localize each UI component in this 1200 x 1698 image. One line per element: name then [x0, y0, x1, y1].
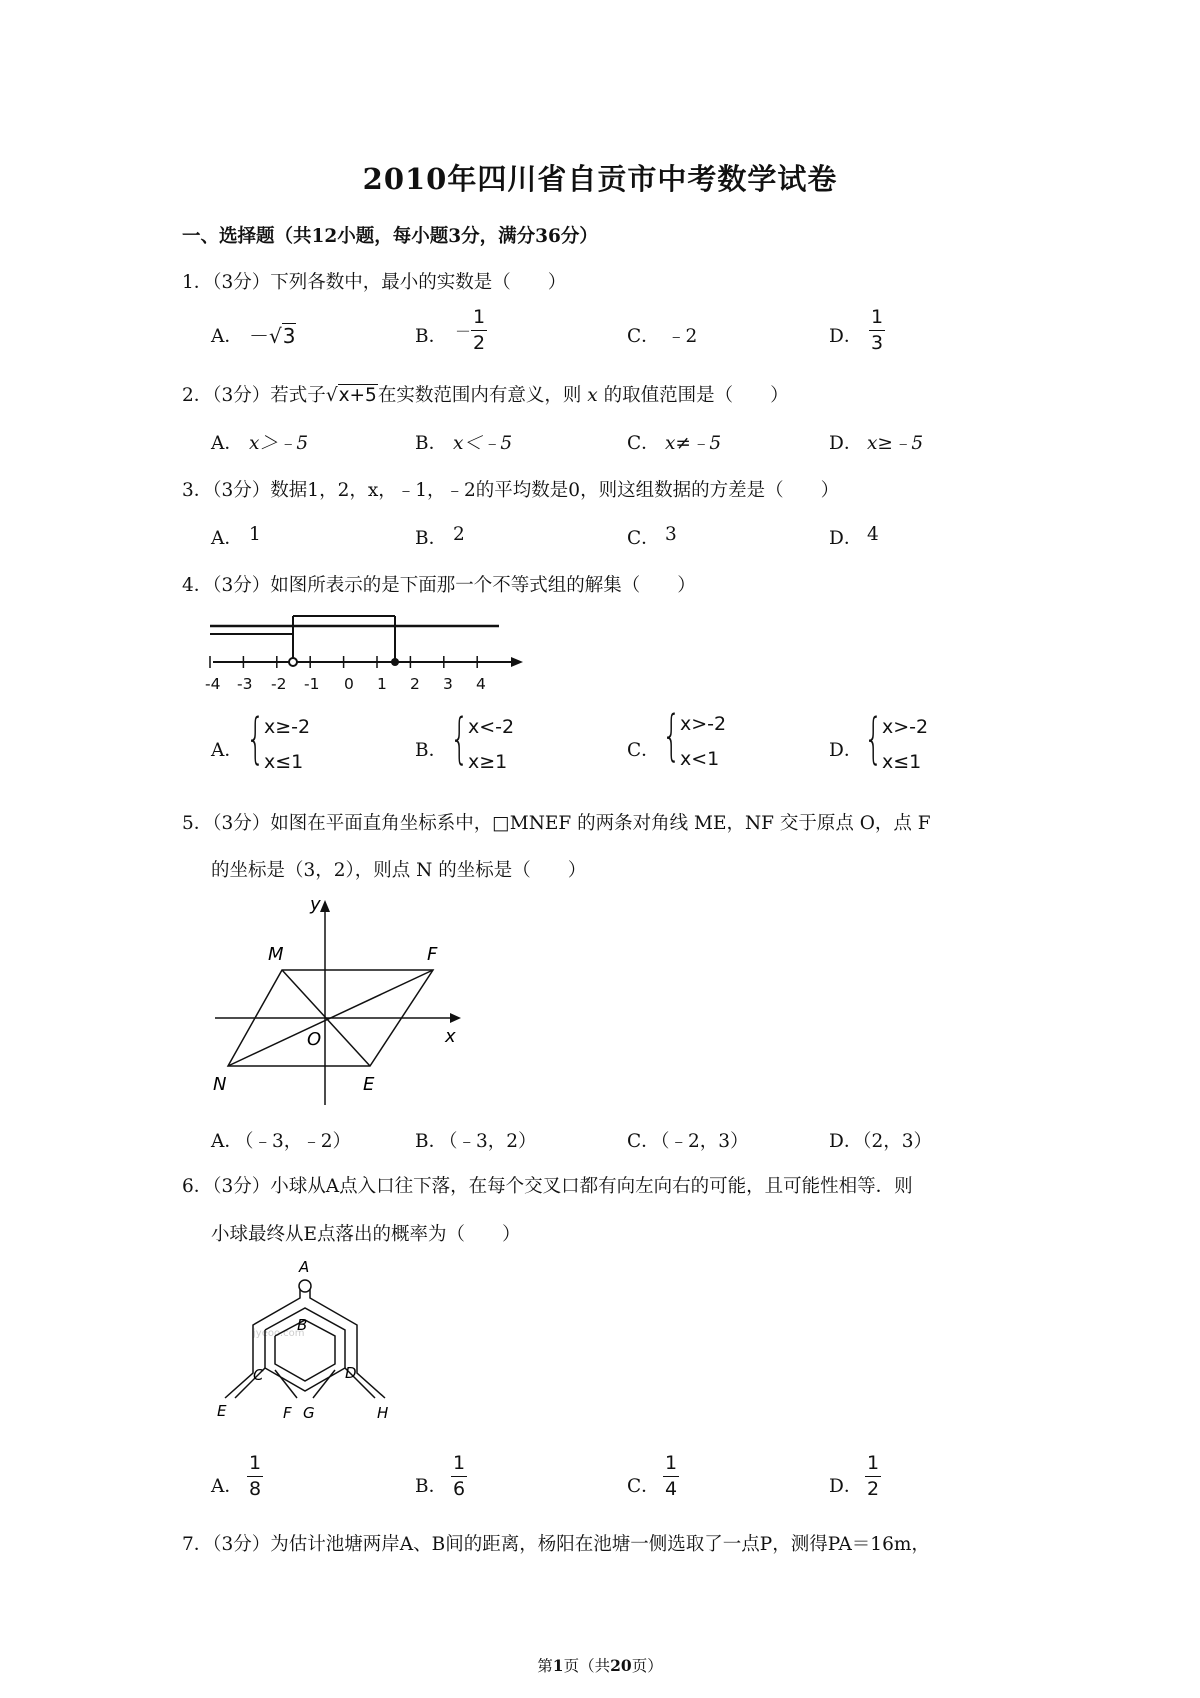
tick-label: -2: [271, 675, 287, 693]
point-e-label: E: [363, 1074, 375, 1095]
question-3: [182, 476, 839, 502]
tick-label: -4: [205, 675, 221, 693]
point-n-label: N: [213, 1074, 227, 1095]
question-number: 2．（3分）: [182, 385, 271, 406]
x-label: x: [445, 1026, 456, 1047]
question-number: 4．（3分）: [182, 575, 271, 596]
question-number: 7．（3分）: [182, 1534, 271, 1555]
page-total: 20: [610, 1656, 632, 1675]
label-g: G: [303, 1404, 315, 1422]
label-c: C: [253, 1366, 264, 1384]
tick-label: 1: [377, 675, 387, 693]
point-o-label: O: [307, 1029, 322, 1050]
option-label: B．: [415, 326, 448, 347]
option-label: A．: [211, 326, 243, 347]
brace-icon: {: [246, 707, 265, 770]
brace-icon: {: [864, 707, 883, 770]
closed-point-icon: [391, 658, 399, 666]
question-1: [182, 268, 566, 294]
question-5-stem-line-2: 的坐标是（3，2），则点 N 的坐标是（ ）: [211, 860, 587, 881]
question-number: 1．（3分）: [182, 272, 271, 293]
label-d: D: [345, 1364, 357, 1382]
label-b: B: [297, 1316, 308, 1334]
page-title: 2010年四川省自贡市中考数学试卷: [362, 162, 838, 196]
option-value: ﹣2: [667, 326, 698, 347]
tick-label: 4: [476, 675, 486, 693]
label-h: H: [377, 1404, 389, 1422]
question-number: 3．（3分）: [182, 480, 271, 501]
question-4: [182, 571, 696, 597]
option-label: D．: [829, 326, 863, 347]
question-number: 5．（3分）: [182, 813, 271, 834]
ball-path-figure: [205, 1258, 405, 1443]
page-number: 1: [552, 1656, 564, 1675]
exam-page: 2010年四川省自贡市中考数学试卷 一、选择题（共12小题，每小题3分，满分36分） 1．（3分）下列各数中，最小的实数是（ ） A． －√3 B． － $\frac{1}{2}$ C． ﹣2 D． $\frac{1}{3}$ 2．（3分）若式子√x+5在实数范围内有意义，则 x 的取值范围是（ ） A． x＞﹣5 B． x＜﹣5 C． x≠﹣5 D． x≥﹣5 3．（3分）数据1，2，x，﹣1，﹣2的平均数是0，则这组数据的方差是（ ） A． 1 B． 2 C． 3 D． 4 4．（3分）如图所表示的是下面那一个不等式组的解集（ ） -4 -3 -2 -1 0 1 2 3 4 A． { x≥-2 x≤1 B． { x<-2 x≥1 C． { x>-2 x<1 D． { x>-2 x≤1 5．（3分）如图在平面直角坐标系中，□MNEF 的两条对角线 ME，NF 交于原点 O，点 F 的坐标是（3，2），则点 N 的坐标是（ ） y x M F O N E A． （﹣3，﹣2） B． （﹣3，2） C． （﹣2，3） D． （2，3） 6．（3分）小球从A点入口往下落，在每个交叉口都有向左向右的可能，且可能性相等．则 小球最终从E点落出的概率为（ ） jyeoo.com A B C D E F G H A． $\frac{1}{8}$ B． $\frac{1}{6}$ C． $\frac{1}{4}$ D． $\frac{1}{2}$ 7．（3分）为估计池塘两岸A、B间的距离，杨阳在池塘一侧选取了一点P，测得PA＝16m， 第1页（共20页）: [0, 0, 1200, 1698]
section-heading: 一、选择题（共12小题，每小题3分，满分36分）: [182, 226, 598, 247]
label-f: F: [283, 1404, 292, 1422]
question-7: [182, 1530, 930, 1556]
question-2: 2．（3分）若式子√x+5在实数范围内有意义，则 x 的取值范围是（ ）: [182, 381, 789, 407]
y-label: y: [310, 894, 321, 915]
question-6: [182, 1172, 913, 1198]
tick-label: 2: [410, 675, 420, 693]
point-m-label: M: [268, 944, 284, 965]
question-stem: 下列各数中，最小的实数是（ ）: [270, 272, 567, 293]
brace-icon: {: [662, 704, 681, 767]
page-footer: 第1页（共20页）: [537, 1656, 663, 1675]
question-stem: 如图在平面直角坐标系中，□MNEF 的两条对角线 ME，NF 交于原点 O，点 F: [270, 813, 931, 834]
option-value: －√3: [249, 324, 296, 348]
tick-label: 3: [443, 675, 453, 693]
question-stem: 数据1，2，x，﹣1，﹣2的平均数是0，则这组数据的方差是（ ）: [270, 480, 840, 501]
brace-icon: {: [450, 707, 469, 770]
question-stem: 小球从A点入口往下落，在每个交叉口都有向左向右的可能，且可能性相等．则: [270, 1176, 913, 1197]
coordinate-figure: [205, 890, 475, 1115]
label-e: E: [217, 1402, 227, 1420]
option-value: $\frac{1}{3}$: [871, 306, 884, 354]
option-value: － $\frac{1}{2}$: [455, 306, 486, 354]
entry-ball-icon: [299, 1280, 311, 1292]
tick-label: 0: [344, 675, 354, 693]
axis-arrow-icon: [511, 657, 523, 667]
point-f-label: F: [427, 944, 438, 965]
question-6-stem-line-2: 小球最终从E点落出的概率为（ ）: [211, 1224, 521, 1245]
x-axis-arrow-icon: [450, 1013, 461, 1023]
tick-label: -1: [304, 675, 320, 693]
number-line-labels: [205, 675, 545, 697]
open-point-icon: [289, 658, 297, 666]
watermark: jyeoo.com: [253, 1328, 305, 1339]
sqrt-expression: √x+5: [325, 385, 377, 406]
question-number: 6．（3分）: [182, 1176, 271, 1197]
question-stem: 为估计池塘两岸A、B间的距离，杨阳在池塘一侧选取了一点P，测得PA＝16m，: [270, 1534, 930, 1555]
question-5: [182, 809, 931, 835]
tick-label: -3: [237, 675, 253, 693]
question-stem: 如图所表示的是下面那一个不等式组的解集（ ）: [270, 575, 696, 596]
y-axis-arrow-icon: [320, 900, 330, 912]
option-label: C．: [627, 326, 660, 347]
label-a: A: [299, 1258, 310, 1276]
